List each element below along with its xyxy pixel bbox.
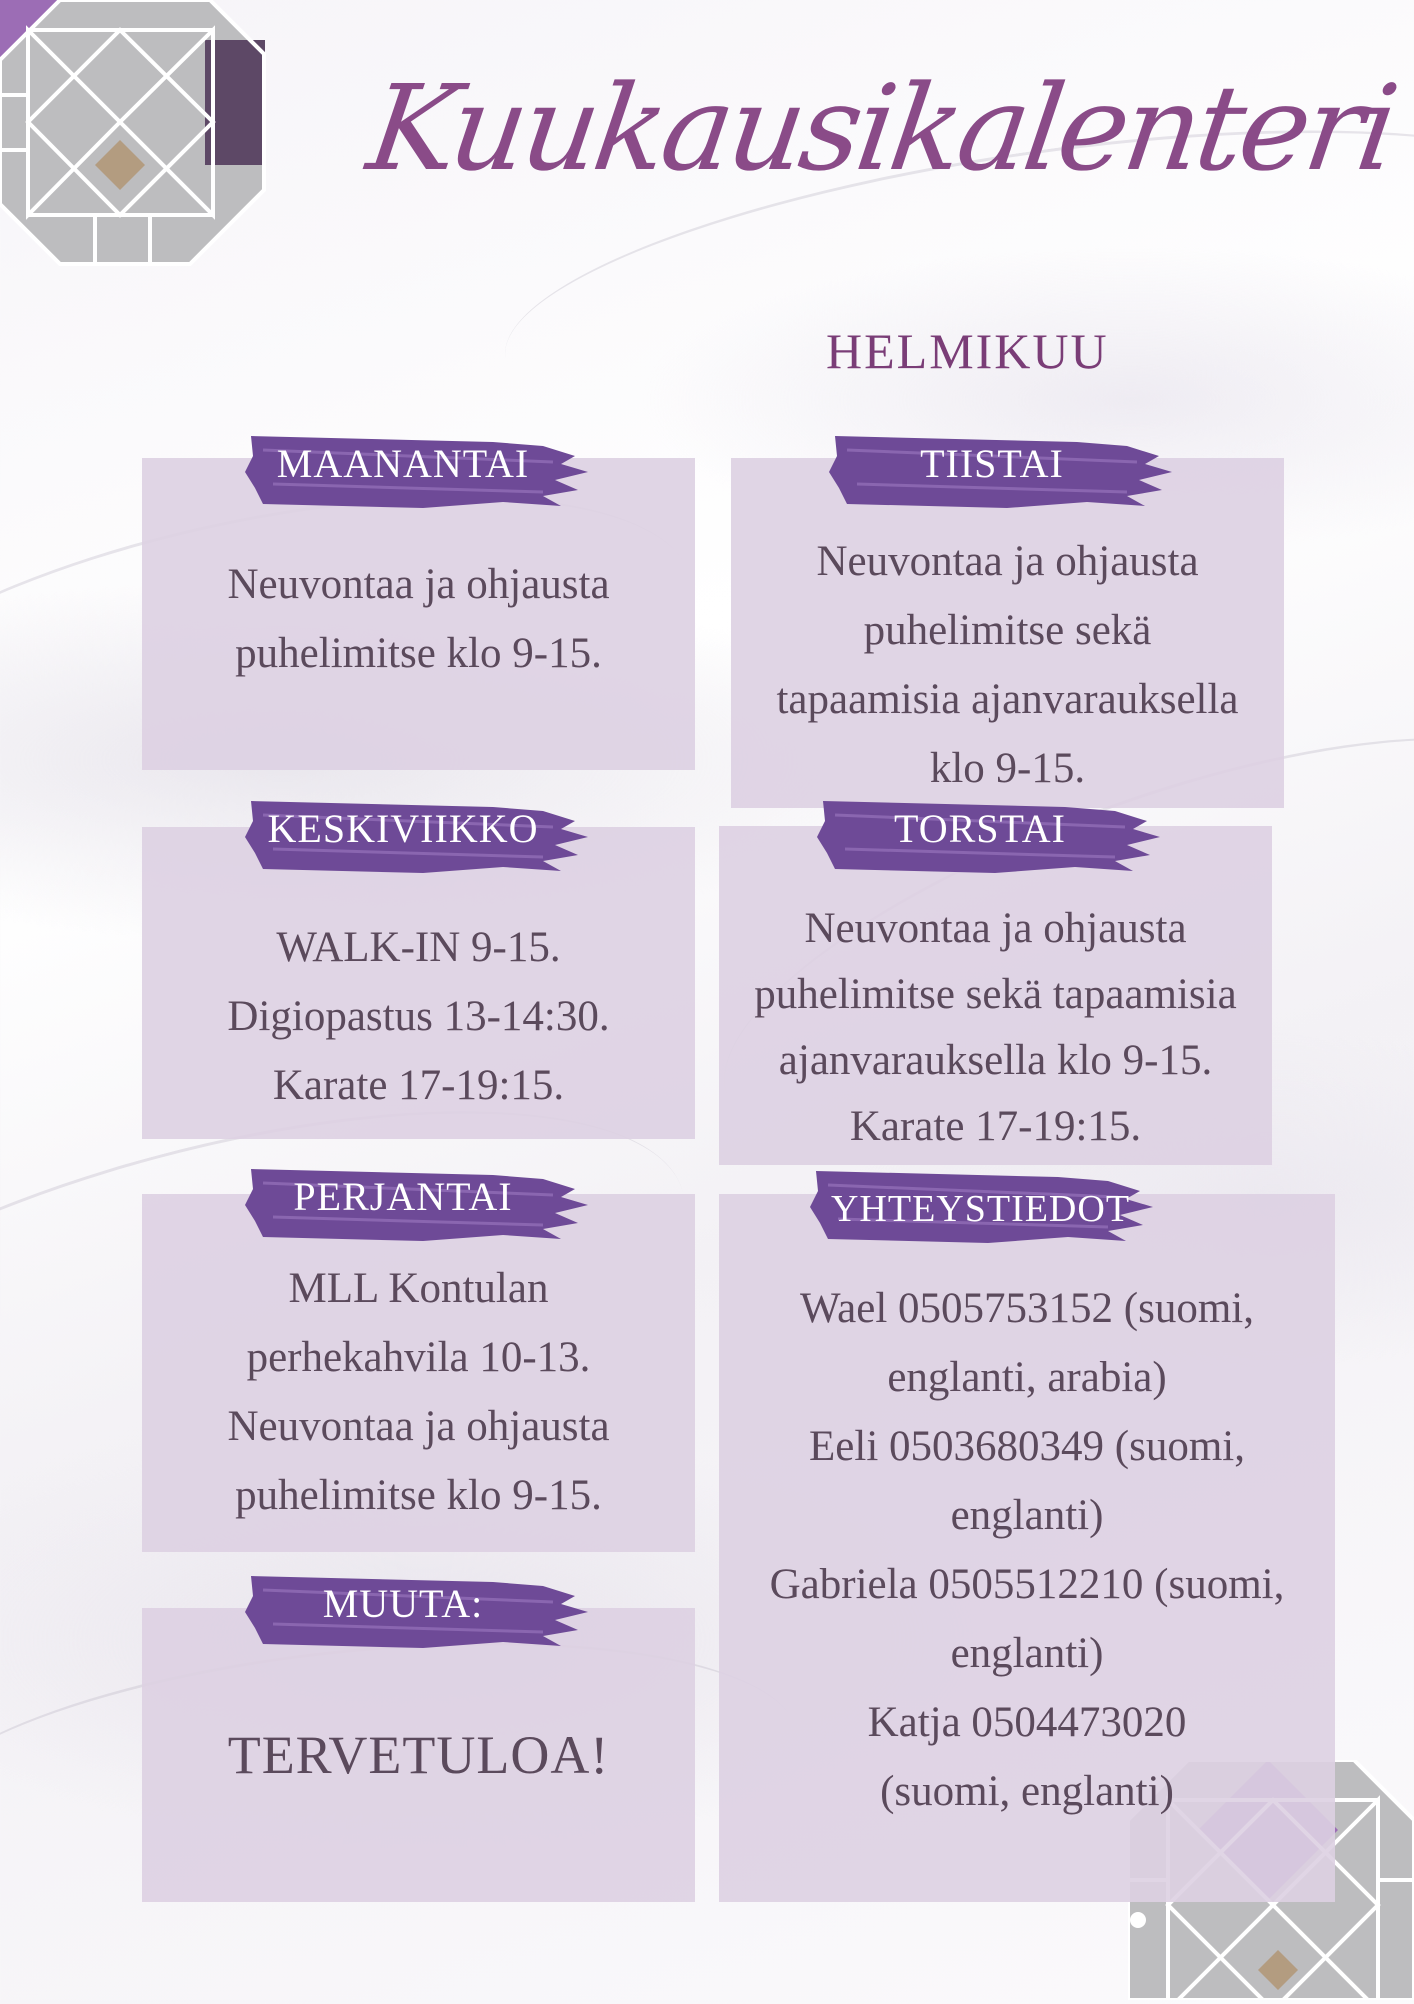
contact-line: englanti) [950, 1630, 1104, 1677]
day-card-text: Neuvontaa ja ohjausta puhelimitse klo 9-15. [227, 561, 610, 677]
contact-line: Gabriela 0505512210 (suomi, [769, 1561, 1285, 1608]
day-card-friday [142, 1194, 695, 1552]
day-card-text: WALK-IN 9-15. Digiopastus 13-14:30. Karate 17-19:15. [227, 924, 610, 1109]
day-label-tuesday: TIISTAI [827, 432, 1172, 514]
contact-line: Eeli 0503680349 (suomi, [809, 1423, 1245, 1470]
day-label-wednesday: KESKIVIIKKO [243, 797, 588, 879]
day-card-text: MLL Kontulan perhekahvila 10-13. Neuvontaa ja ohjausta puhelimitse klo 9-15. [227, 1265, 610, 1519]
contacts-label: YHTEYSTIEDOT [808, 1167, 1153, 1249]
other-label: MUUTA: [243, 1572, 588, 1654]
month-heading: HELMIKUU [826, 323, 1109, 379]
contacts-text [719, 1274, 1335, 1826]
day-card-text: Neuvontaa ja ohjausta puhelimitse sekä tapaamisia ajanvarauksella klo 9-15. Karate 17-19:15. [754, 905, 1237, 1150]
page-title: Kuukausikalenteri [360, 59, 1403, 197]
day-label-thursday: TORSTAI [815, 797, 1160, 879]
day-label-friday: PERJANTAI [243, 1165, 588, 1247]
geometric-tile-icon-top-left [0, 0, 268, 272]
contact-line: (suomi, englanti) [880, 1768, 1174, 1815]
welcome-text: TERVETULOA! [227, 1725, 610, 1785]
contact-line: Wael 0505753152 (suomi, [800, 1285, 1254, 1332]
contacts-card [719, 1194, 1335, 1902]
contact-line: englanti) [950, 1492, 1104, 1539]
contact-line: englanti, arabia) [887, 1354, 1167, 1401]
contact-line: Katja 0504473020 [867, 1699, 1187, 1746]
day-card-text: Neuvontaa ja ohjausta puhelimitse sekä tapaamisia ajanvarauksella klo 9-15. [776, 538, 1239, 792]
day-label-monday: MAANANTAI [243, 432, 588, 514]
